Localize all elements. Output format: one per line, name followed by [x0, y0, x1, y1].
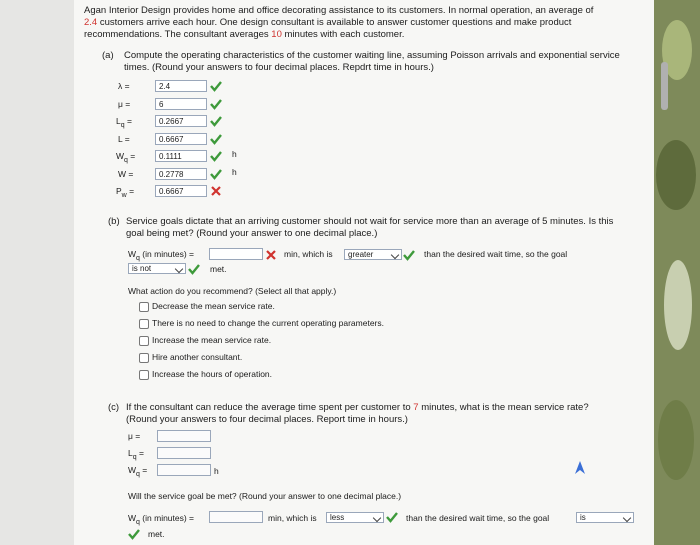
intro-line-2: 2.4 customers arrive each hour. One design consultant is available to answer customer questions and make product [84, 17, 572, 28]
part-a-answer-input[interactable]: 0.6667 [155, 185, 207, 197]
part-c-met-text: met. [148, 529, 165, 539]
option-checkbox[interactable] [139, 336, 149, 346]
part-c-min-which-is: min, which is [268, 513, 317, 523]
option-label: Hire another consultant. [152, 352, 243, 362]
part-a-row-label: W = [118, 168, 134, 179]
service-minutes-value: 10 [271, 29, 282, 40]
part-b-than-text: than the desired wait time, so the goal [424, 249, 568, 259]
part-c-row-label: $W_q$ = [128, 465, 148, 478]
part-b-action-question: What action do you recommend? (Select all that apply.) [128, 286, 337, 296]
part-c-row-label: $L_q$ = [128, 448, 144, 461]
part-c-answer-input[interactable] [157, 464, 211, 476]
part-c-goal-question: Will the service goal be met? (Round your answer to one decimal place.) [128, 491, 402, 501]
part-c-answer-input[interactable] [157, 430, 211, 442]
correct-icon [210, 150, 222, 162]
reduced-minutes-value: 7 [413, 402, 419, 413]
part-a-row-label: L = [118, 133, 130, 144]
part-a-answer-input[interactable]: 0.2778 [155, 168, 207, 180]
part-c-wq-label: $W_q$ (in minutes) = [128, 513, 195, 526]
part-b-line-1: Service goals dictate that an arriving customer should not wait for service more than an average of 5 minutes. Is this [126, 216, 614, 227]
part-c-compare-select[interactable]: less [326, 512, 384, 523]
part-c-wq-input[interactable] [209, 511, 263, 523]
correct-icon [210, 168, 222, 180]
part-b-goal-select[interactable]: is not [128, 263, 186, 274]
part-c-label: (c) [108, 402, 120, 413]
option-label: Increase the mean service rate. [152, 335, 272, 345]
part-a-answer-input[interactable]: 0.1111 [155, 150, 207, 162]
option-label: There is no need to change the current operating parameters. [152, 318, 385, 328]
part-a-answer-input[interactable]: 2.4 [155, 80, 207, 92]
part-b-met-text: met. [210, 264, 227, 274]
part-b-min-which-is: min, which is [284, 249, 333, 259]
option-checkbox[interactable] [139, 319, 149, 329]
correct-icon [188, 263, 200, 275]
part-a-row-label: $L_q$ = [116, 116, 132, 129]
part-b-label: (b) [108, 216, 120, 227]
part-a-label: (a) [102, 50, 114, 61]
part-b-compare-select[interactable]: greater [344, 249, 402, 260]
correct-icon [210, 133, 222, 145]
part-a-answer-input[interactable]: 0.6667 [155, 133, 207, 145]
option-label: Increase the hours of operation. [152, 369, 273, 379]
part-c-line-2: (Round your answers to four decimal places. Report time in hours.) [126, 414, 408, 425]
part-b-wq-input[interactable] [209, 248, 263, 260]
part-c-row-label: μ = [128, 431, 141, 441]
scrollbar-thumb[interactable] [661, 62, 668, 110]
arrival-rate-value: 2.4 [84, 17, 98, 28]
part-c-goal-select[interactable]: is [576, 512, 634, 523]
part-b-wq-label: $W_q$ (in minutes) = [128, 249, 195, 262]
part-a-row-label: λ = [118, 81, 130, 91]
part-a-answer-input[interactable]: 0.2667 [155, 115, 207, 127]
part-a-line-1: Compute the operating characteristics of the customer waiting line, assuming Poisson arrivals and exponential service [124, 50, 620, 61]
part-c-answer-input[interactable] [157, 447, 211, 459]
mouse-cursor-icon [573, 460, 587, 476]
incorrect-icon [211, 186, 221, 196]
option-label: Decrease the mean service rate. [152, 301, 275, 311]
part-a-row-label: $W_q$ = [116, 151, 136, 164]
correct-icon [210, 98, 222, 110]
part-a-unit: h [232, 149, 237, 159]
incorrect-icon [266, 250, 276, 260]
option-checkbox[interactable] [139, 302, 149, 312]
photo-edge-left [0, 0, 74, 545]
option-checkbox[interactable] [139, 370, 149, 380]
correct-icon [403, 249, 415, 261]
part-a-line-2: times. (Round your answers to four decimal places. Repdrt time in hours.) [124, 62, 434, 73]
correct-icon [128, 528, 140, 540]
part-a-row-label: $P_w$ = [116, 186, 135, 199]
part-c-than-text: than the desired wait time, so the goal [406, 513, 550, 523]
part-c-unit: h [214, 466, 219, 476]
correct-icon [210, 115, 222, 127]
part-a-unit: h [232, 166, 237, 177]
intro-line-1: Agan Interior Design provides home and office decorating assistance to its customers. In normal operation, an average of [84, 5, 594, 16]
correct-icon [210, 80, 222, 92]
part-c-line-1: If the consultant can reduce the average time spent per customer to 7 minutes, what is the mean service rate? [126, 402, 589, 413]
part-a-row-label: μ = [118, 98, 131, 109]
part-b-line-2: goal being met? (Round your answer to one decimal place.) [126, 228, 378, 239]
intro-line-3: recommendations. The consultant averages 10 minutes with each customer. [84, 29, 405, 40]
part-a-answer-input[interactable]: 6 [155, 98, 207, 110]
correct-icon [386, 511, 398, 523]
option-checkbox[interactable] [139, 353, 149, 363]
